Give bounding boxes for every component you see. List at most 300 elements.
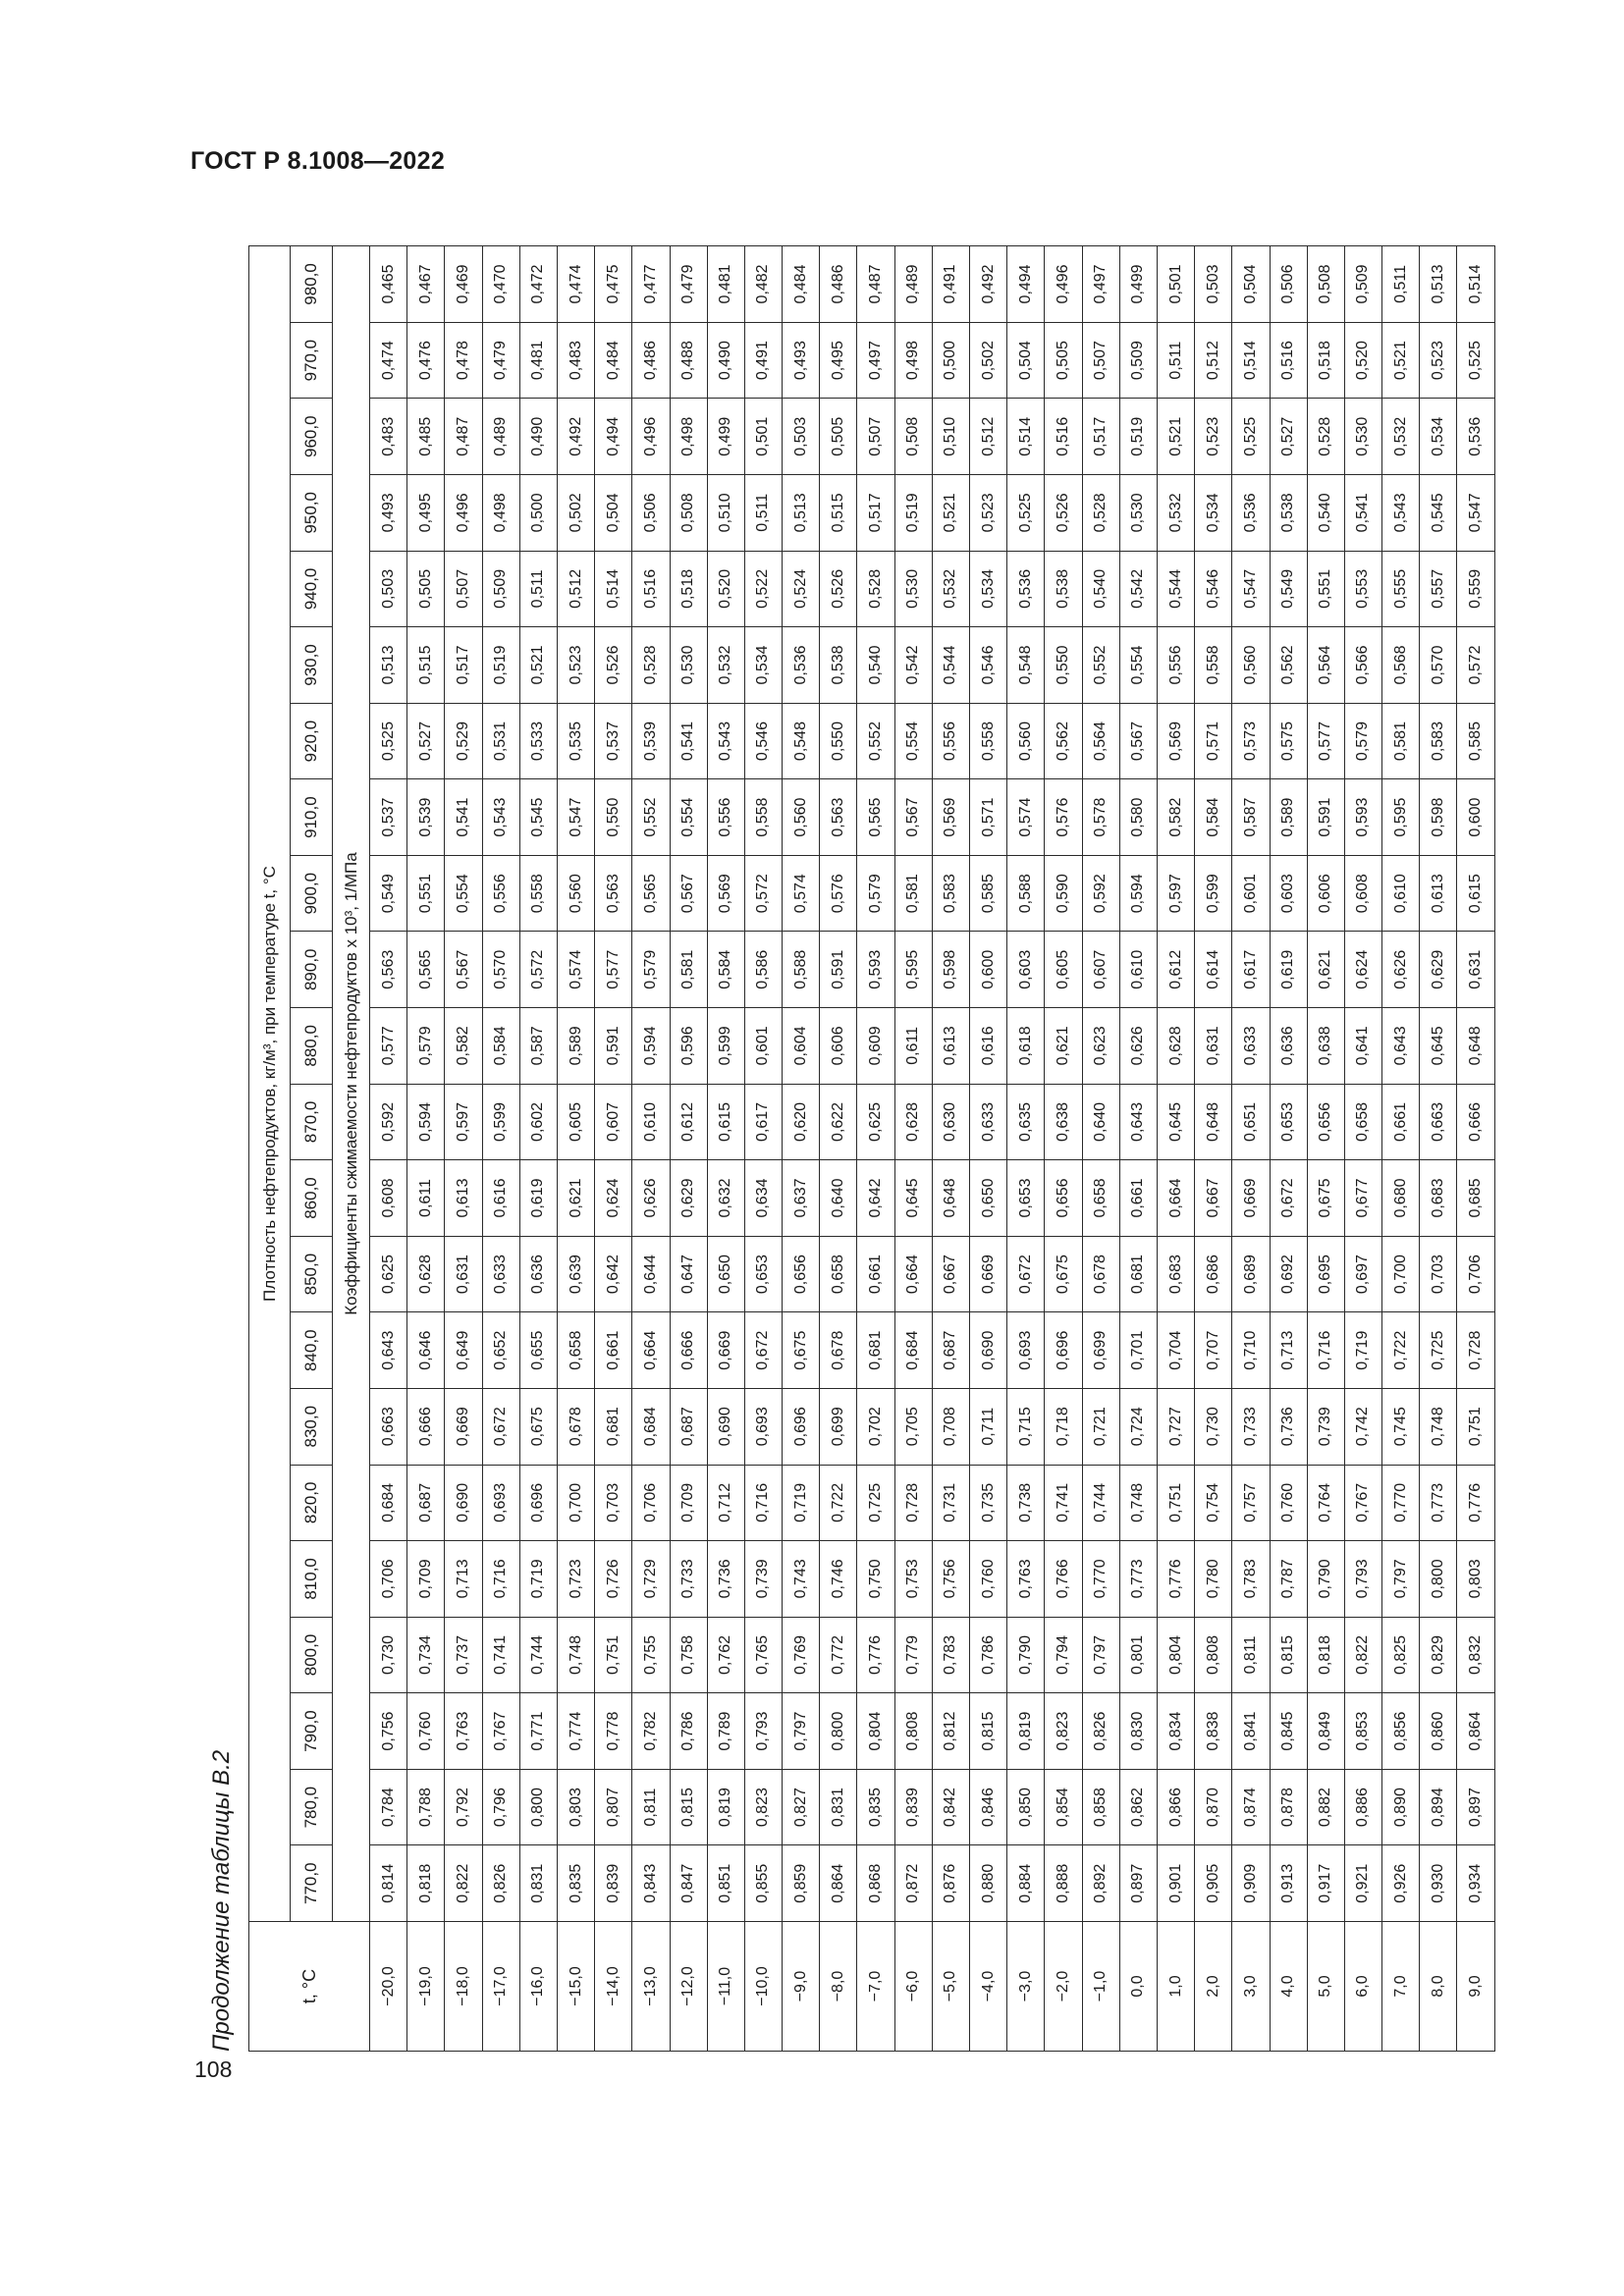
coefficient-cell: 0,718 (1045, 1388, 1082, 1465)
coefficient-cell: 0,648 (1457, 1008, 1495, 1085)
coefficient-cell: 0,552 (632, 779, 670, 856)
density-column-header: 910,0 (291, 779, 333, 856)
coefficient-cell: 0,716 (482, 1541, 519, 1618)
density-column-header: 780,0 (291, 1769, 333, 1845)
coefficient-cell: 0,748 (557, 1617, 594, 1693)
coefficient-cell: 0,567 (894, 779, 932, 856)
coefficient-cell: 0,536 (1232, 475, 1270, 552)
coefficient-cell: 0,528 (857, 551, 894, 627)
coefficient-cell: 0,543 (1382, 475, 1420, 552)
coefficient-cell: 0,633 (970, 1084, 1007, 1160)
coefficient-cell: 0,552 (857, 703, 894, 779)
coefficient-cell: 0,862 (1119, 1769, 1157, 1845)
coefficient-cell: 0,484 (783, 246, 820, 323)
coefficient-cell: 0,556 (482, 855, 519, 932)
coefficient-cell: 0,543 (482, 779, 519, 856)
coefficient-cell: 0,521 (519, 627, 557, 704)
coefficient-cell: 0,842 (932, 1769, 969, 1845)
coefficient-cell: 0,579 (632, 932, 670, 1008)
coefficient-cell: 0,716 (744, 1465, 782, 1541)
coefficient-cell: 0,739 (744, 1541, 782, 1618)
coefficient-cell: 0,741 (1045, 1465, 1082, 1541)
coefficient-cell: 0,742 (1344, 1388, 1381, 1465)
coefficient-cell: 0,592 (370, 1084, 407, 1160)
coefficient-cell: 0,542 (1119, 551, 1157, 627)
coefficient-cell: 0,642 (857, 1160, 894, 1237)
coefficient-cell: 0,789 (707, 1693, 744, 1770)
coefficient-cell: 0,565 (407, 932, 445, 1008)
coefficient-cell: 0,722 (820, 1465, 857, 1541)
coefficient-cell: 0,892 (1082, 1845, 1119, 1922)
coefficient-cell: 0,716 (1307, 1312, 1344, 1389)
table-row (1157, 246, 1194, 2052)
coefficient-cell: 0,700 (1382, 1236, 1420, 1312)
coefficient-cell: 0,474 (557, 246, 594, 323)
coefficient-cell: 0,767 (482, 1693, 519, 1770)
coefficient-cell: 0,876 (932, 1845, 969, 1922)
coefficient-cell: 0,509 (1119, 322, 1157, 399)
coefficient-cell: 0,758 (670, 1617, 707, 1693)
coefficient-cell: 0,669 (1232, 1160, 1270, 1237)
density-column-header: 800,0 (291, 1617, 333, 1693)
coefficient-cell: 0,546 (744, 703, 782, 779)
coefficient-cell: 0,624 (595, 1160, 632, 1237)
coefficient-cell: 0,493 (783, 322, 820, 399)
coefficient-cell: 0,601 (744, 1008, 782, 1085)
table-row (519, 246, 557, 2052)
coefficient-cell: 0,484 (595, 322, 632, 399)
coefficient-cell: 0,514 (1232, 322, 1270, 399)
table-row (1344, 246, 1381, 2052)
coefficient-cell: 0,647 (670, 1236, 707, 1312)
coefficient-cell: 0,652 (482, 1312, 519, 1389)
table-row (894, 246, 932, 2052)
coefficient-cell: 0,550 (1045, 627, 1082, 704)
coefficient-cell: 0,831 (519, 1845, 557, 1922)
coefficient-cell: 0,479 (482, 322, 519, 399)
coefficient-cell: 0,611 (894, 1008, 932, 1085)
coefficient-cell: 0,629 (1420, 932, 1457, 1008)
coefficient-cell: 0,818 (407, 1845, 445, 1922)
temperature-cell: −16,0 (519, 1922, 557, 2052)
coefficient-cell: 0,697 (1344, 1236, 1381, 1312)
coefficient-cell: 0,479 (670, 246, 707, 323)
coefficient-cell: 0,693 (744, 1388, 782, 1465)
coefficient-cell: 0,594 (632, 1008, 670, 1085)
coefficient-cell: 0,745 (1382, 1388, 1420, 1465)
coefficient-cell: 0,731 (932, 1465, 969, 1541)
coefficient-cell: 0,497 (857, 322, 894, 399)
coefficient-cell: 0,474 (370, 322, 407, 399)
temperature-cell: −6,0 (894, 1922, 932, 2052)
coefficient-cell: 0,838 (1195, 1693, 1232, 1770)
coefficient-cell: 0,625 (370, 1236, 407, 1312)
coefficient-cell: 0,729 (632, 1541, 670, 1618)
coefficient-cell: 0,926 (1382, 1845, 1420, 1922)
coefficient-cell: 0,664 (894, 1236, 932, 1312)
coefficient-cell: 0,525 (1007, 475, 1045, 552)
coefficient-cell: 0,909 (1232, 1845, 1270, 1922)
coefficient-cell: 0,864 (1457, 1693, 1495, 1770)
coefficient-cell: 0,509 (482, 551, 519, 627)
coefficient-cell: 0,528 (1307, 399, 1344, 475)
coefficient-cell: 0,590 (1045, 855, 1082, 932)
coefficient-cell: 0,615 (707, 1084, 744, 1160)
coefficient-cell: 0,855 (744, 1845, 782, 1922)
coefficient-cell: 0,621 (1045, 1008, 1082, 1085)
coefficient-cell: 0,571 (970, 779, 1007, 856)
density-column-header: 790,0 (291, 1693, 333, 1770)
coefficient-cell: 0,856 (1382, 1693, 1420, 1770)
coefficient-cell: 0,508 (1307, 246, 1344, 323)
coefficient-cell: 0,695 (1307, 1236, 1344, 1312)
coefficient-cell: 0,645 (894, 1160, 932, 1237)
coefficient-cell: 0,921 (1344, 1845, 1381, 1922)
temperature-cell: −4,0 (970, 1922, 1007, 2052)
coefficient-cell: 0,564 (1307, 627, 1344, 704)
coefficient-cell: 0,593 (857, 932, 894, 1008)
temperature-cell: −12,0 (670, 1922, 707, 2052)
coefficient-cell: 0,614 (1195, 932, 1232, 1008)
coefficient-cell: 0,597 (445, 1084, 482, 1160)
coefficient-cell: 0,583 (1420, 703, 1457, 779)
coefficient-cell: 0,598 (932, 932, 969, 1008)
coefficient-cell: 0,624 (1344, 932, 1381, 1008)
temperature-cell: −9,0 (783, 1922, 820, 2052)
coefficient-cell: 0,835 (857, 1769, 894, 1845)
coefficient-cell: 0,556 (932, 703, 969, 779)
coefficient-cell: 0,672 (1007, 1236, 1045, 1312)
continuation-label: Продолжение таблицы В.2 (208, 1749, 235, 2052)
coefficient-cell: 0,834 (1157, 1693, 1194, 1770)
coefficient-cell: 0,589 (557, 1008, 594, 1085)
coefficient-cell: 0,507 (445, 551, 482, 627)
coefficient-cell: 0,829 (1420, 1617, 1457, 1693)
coefficient-cell: 0,631 (445, 1236, 482, 1312)
coefficient-cell: 0,516 (632, 551, 670, 627)
coefficient-cell: 0,636 (1270, 1008, 1307, 1085)
coefficient-cell: 0,672 (1270, 1160, 1307, 1237)
coefficient-cell: 0,541 (1344, 475, 1381, 552)
coefficient-cell: 0,496 (1045, 246, 1082, 323)
density-column-header: 890,0 (291, 932, 333, 1008)
coefficient-cell: 0,845 (1270, 1693, 1307, 1770)
coefficient-cell: 0,581 (1382, 703, 1420, 779)
coefficient-cell: 0,573 (1232, 703, 1270, 779)
coefficient-cell: 0,514 (595, 551, 632, 627)
coefficient-cell: 0,888 (1045, 1845, 1082, 1922)
coefficient-cell: 0,610 (1382, 855, 1420, 932)
coefficient-cell: 0,633 (482, 1236, 519, 1312)
coefficient-cell: 0,610 (1119, 932, 1157, 1008)
density-column-header: 810,0 (291, 1541, 333, 1618)
temperature-cell: −15,0 (557, 1922, 594, 2052)
coefficient-cell: 0,787 (1270, 1541, 1307, 1618)
coefficient-cell: 0,658 (1344, 1084, 1381, 1160)
density-column-header: 870,0 (291, 1084, 333, 1160)
coefficient-cell: 0,767 (1344, 1465, 1381, 1541)
coefficient-cell: 0,622 (820, 1084, 857, 1160)
coefficient-cell: 0,819 (1007, 1693, 1045, 1770)
coefficient-cell: 0,545 (1420, 475, 1457, 552)
coefficient-cell: 0,514 (1457, 246, 1495, 323)
table-row (370, 246, 407, 2052)
coefficient-cell: 0,534 (970, 551, 1007, 627)
coefficient-cell: 0,604 (783, 1008, 820, 1085)
coefficient-cell: 0,569 (707, 855, 744, 932)
coefficient-cell: 0,616 (970, 1008, 1007, 1085)
coefficient-cell: 0,640 (1082, 1084, 1119, 1160)
coefficient-cell: 0,684 (894, 1312, 932, 1389)
coefficient-cell: 0,566 (1344, 627, 1381, 704)
coefficient-cell: 0,730 (1195, 1388, 1232, 1465)
coefficient-cell: 0,868 (857, 1845, 894, 1922)
coefficient-cell: 0,709 (407, 1541, 445, 1618)
coefficient-cell: 0,506 (1270, 246, 1307, 323)
coefficient-cell: 0,797 (1082, 1617, 1119, 1693)
rotated-table-block (199, 245, 1495, 2052)
coefficient-cell: 0,653 (1007, 1160, 1045, 1237)
coefficient-cell: 0,728 (894, 1465, 932, 1541)
coefficient-cell: 0,612 (670, 1084, 707, 1160)
coefficient-cell: 0,552 (1082, 627, 1119, 704)
coefficient-cell: 0,567 (1119, 703, 1157, 779)
coefficient-cell: 0,554 (894, 703, 932, 779)
coefficient-cell: 0,488 (670, 322, 707, 399)
coefficient-cell: 0,681 (857, 1312, 894, 1389)
coefficient-cell: 0,572 (1457, 627, 1495, 704)
coefficient-cell: 0,478 (445, 322, 482, 399)
coefficient-cell: 0,628 (894, 1084, 932, 1160)
coefficient-cell: 0,631 (1457, 932, 1495, 1008)
coefficient-cell: 0,629 (670, 1160, 707, 1237)
coefficient-cell: 0,638 (1045, 1084, 1082, 1160)
coefficient-cell: 0,489 (894, 246, 932, 323)
coefficient-cell: 0,721 (1082, 1388, 1119, 1465)
coefficient-cell: 0,675 (519, 1388, 557, 1465)
density-column-header: 820,0 (291, 1465, 333, 1541)
coefficient-cell: 0,702 (857, 1388, 894, 1465)
coefficient-cell: 0,618 (1007, 1008, 1045, 1085)
coefficient-cell: 0,853 (1344, 1693, 1381, 1770)
coefficient-cell: 0,572 (519, 932, 557, 1008)
coefficient-cell: 0,581 (894, 855, 932, 932)
coefficient-cell: 0,515 (820, 475, 857, 552)
coefficient-cell: 0,520 (1344, 322, 1381, 399)
coefficient-cell: 0,512 (557, 551, 594, 627)
coefficient-cell: 0,734 (407, 1617, 445, 1693)
coefficient-cell: 0,532 (1382, 399, 1420, 475)
coefficient-cell: 0,804 (857, 1693, 894, 1770)
coefficient-cell: 0,587 (1232, 779, 1270, 856)
coefficient-cell: 0,890 (1382, 1769, 1420, 1845)
coefficient-cell: 0,773 (1420, 1465, 1457, 1541)
coefficient-cell: 0,505 (407, 551, 445, 627)
coefficient-cell: 0,560 (1232, 627, 1270, 704)
coefficient-cell: 0,526 (820, 551, 857, 627)
coefficient-cell: 0,728 (1457, 1312, 1495, 1389)
coefficient-cell: 0,715 (1007, 1388, 1045, 1465)
coefficient-cell: 0,595 (1382, 779, 1420, 856)
coefficient-cell: 0,851 (707, 1845, 744, 1922)
table-row (1307, 246, 1344, 2052)
table-row (970, 246, 1007, 2052)
coefficient-cell: 0,521 (1382, 322, 1420, 399)
coefficient-cell: 0,565 (632, 855, 670, 932)
temperature-cell: 9,0 (1457, 1922, 1495, 2052)
coefficient-cell: 0,563 (595, 855, 632, 932)
coefficient-cell: 0,854 (1045, 1769, 1082, 1845)
coefficient-cell: 0,475 (595, 246, 632, 323)
temperature-cell: −2,0 (1045, 1922, 1082, 2052)
coefficient-cell: 0,774 (557, 1693, 594, 1770)
coefficient-cell: 0,646 (407, 1312, 445, 1389)
coefficient-cell: 0,613 (1420, 855, 1457, 932)
coefficient-cell: 0,598 (1420, 779, 1457, 856)
coefficient-cell: 0,658 (1082, 1160, 1119, 1237)
coefficient-cell: 0,634 (744, 1160, 782, 1237)
coefficient-cell: 0,623 (1082, 1008, 1119, 1085)
coefficient-cell: 0,917 (1307, 1845, 1344, 1922)
coefficient-cell: 0,750 (857, 1541, 894, 1618)
coefficient-cell: 0,530 (1119, 475, 1157, 552)
coefficient-cell: 0,897 (1457, 1769, 1495, 1845)
coefficient-cell: 0,664 (632, 1312, 670, 1389)
temperature-cell: 1,0 (1157, 1922, 1194, 2052)
table-row (1195, 246, 1232, 2052)
coefficient-cell: 0,548 (783, 703, 820, 779)
coefficient-cell: 0,502 (970, 322, 1007, 399)
coefficient-cell: 0,511 (744, 475, 782, 552)
coefficient-cell: 0,616 (482, 1160, 519, 1237)
coefficient-cell: 0,858 (1082, 1769, 1119, 1845)
coefficient-cell: 0,549 (1270, 551, 1307, 627)
coefficient-cell: 0,587 (519, 1008, 557, 1085)
coefficient-cell: 0,577 (1307, 703, 1344, 779)
table-row (857, 246, 894, 2052)
coefficient-cell: 0,656 (783, 1236, 820, 1312)
table-row (1420, 246, 1457, 2052)
coefficient-cell: 0,507 (857, 399, 894, 475)
coefficient-cell: 0,553 (1344, 551, 1381, 627)
coefficient-cell: 0,754 (1195, 1465, 1232, 1541)
coefficient-cell: 0,897 (1119, 1845, 1157, 1922)
coefficient-cell: 0,786 (970, 1617, 1007, 1693)
coefficient-cell: 0,703 (595, 1465, 632, 1541)
coefficient-cell: 0,504 (1007, 322, 1045, 399)
coefficient-cell: 0,711 (970, 1388, 1007, 1465)
coefficient-cell: 0,543 (707, 703, 744, 779)
coefficient-cell: 0,783 (1232, 1541, 1270, 1618)
coefficient-cell: 0,487 (445, 399, 482, 475)
coefficient-cell: 0,776 (857, 1617, 894, 1693)
coefficient-cell: 0,470 (482, 246, 519, 323)
coefficient-cell: 0,599 (1195, 855, 1232, 932)
coefficient-cell: 0,514 (1007, 399, 1045, 475)
coefficient-cell: 0,672 (482, 1388, 519, 1465)
coefficient-cell: 0,719 (1344, 1312, 1381, 1389)
temperature-cell: −17,0 (482, 1922, 519, 2052)
coefficient-cell: 0,643 (370, 1312, 407, 1389)
coefficient-cell: 0,512 (970, 399, 1007, 475)
coefficient-cell: 0,822 (445, 1845, 482, 1922)
coefficient-cell: 0,886 (1344, 1769, 1381, 1845)
coefficient-cell: 0,536 (1007, 551, 1045, 627)
coefficient-cell: 0,607 (1082, 932, 1119, 1008)
temperature-cell: 4,0 (1270, 1922, 1307, 2052)
coefficient-cell: 0,496 (632, 399, 670, 475)
coefficient-cell: 0,719 (519, 1541, 557, 1618)
coefficient-cell: 0,793 (1344, 1541, 1381, 1618)
coefficient-cell: 0,500 (932, 322, 969, 399)
temperature-cell: 0,0 (1119, 1922, 1157, 2052)
coefficient-cell: 0,690 (970, 1312, 1007, 1389)
coefficient-cell: 0,658 (557, 1312, 594, 1389)
coefficient-cell: 0,608 (1344, 855, 1381, 932)
coefficient-cell: 0,574 (1007, 779, 1045, 856)
coefficient-cell: 0,645 (1420, 1008, 1457, 1085)
coefficient-cell: 0,656 (1045, 1160, 1082, 1237)
coefficient-cell: 0,621 (557, 1160, 594, 1237)
coefficient-cell: 0,542 (894, 627, 932, 704)
coefficient-cell: 0,517 (857, 475, 894, 552)
coefficient-cell: 0,650 (707, 1236, 744, 1312)
density-column-header: 900,0 (291, 855, 333, 932)
coefficient-cell: 0,536 (1457, 399, 1495, 475)
coefficient-cell: 0,465 (370, 246, 407, 323)
coefficient-cell: 0,706 (1457, 1236, 1495, 1312)
coefficient-cell: 0,589 (1270, 779, 1307, 856)
coefficient-cell: 0,499 (1119, 246, 1157, 323)
coefficient-cell: 0,605 (1045, 932, 1082, 1008)
coefficient-cell: 0,605 (557, 1084, 594, 1160)
coefficient-cell: 0,788 (407, 1769, 445, 1845)
coefficient-cell: 0,786 (670, 1693, 707, 1770)
coefficient-cell: 0,481 (519, 322, 557, 399)
coefficient-cell: 0,530 (894, 551, 932, 627)
coefficient-cell: 0,585 (1457, 703, 1495, 779)
temperature-cell: −14,0 (595, 1922, 632, 2052)
coefficient-cell: 0,554 (670, 779, 707, 856)
coefficient-cell: 0,763 (1007, 1541, 1045, 1618)
density-column-header: 860,0 (291, 1160, 333, 1237)
coefficient-cell: 0,609 (857, 1008, 894, 1085)
coefficient-cell: 0,591 (1307, 779, 1344, 856)
temperature-cell: 3,0 (1232, 1922, 1270, 2052)
coefficient-cell: 0,823 (1045, 1693, 1082, 1770)
coefficient-cell: 0,669 (970, 1236, 1007, 1312)
coefficient-cell: 0,504 (1232, 246, 1270, 323)
coefficient-cell: 0,556 (1157, 627, 1194, 704)
coefficient-cell: 0,764 (1307, 1465, 1344, 1541)
temperature-cell: −18,0 (445, 1922, 482, 2052)
coefficient-cell: 0,513 (783, 475, 820, 552)
coefficient-cell: 0,794 (1045, 1617, 1082, 1693)
coefficient-cell: 0,839 (595, 1845, 632, 1922)
coefficient-cell: 0,617 (744, 1084, 782, 1160)
coefficient-cell: 0,693 (482, 1465, 519, 1541)
coefficient-cell: 0,748 (1420, 1388, 1457, 1465)
coefficient-cell: 0,599 (707, 1008, 744, 1085)
coefficient-cell: 0,556 (707, 779, 744, 856)
coefficient-cell: 0,901 (1157, 1845, 1194, 1922)
temperature-cell: −3,0 (1007, 1922, 1045, 2052)
coefficient-cell: 0,894 (1420, 1769, 1457, 1845)
coefficient-cell: 0,712 (707, 1465, 744, 1541)
coefficient-cell: 0,686 (1195, 1236, 1232, 1312)
table-row (707, 246, 744, 2052)
coefficient-cell: 0,570 (1420, 627, 1457, 704)
